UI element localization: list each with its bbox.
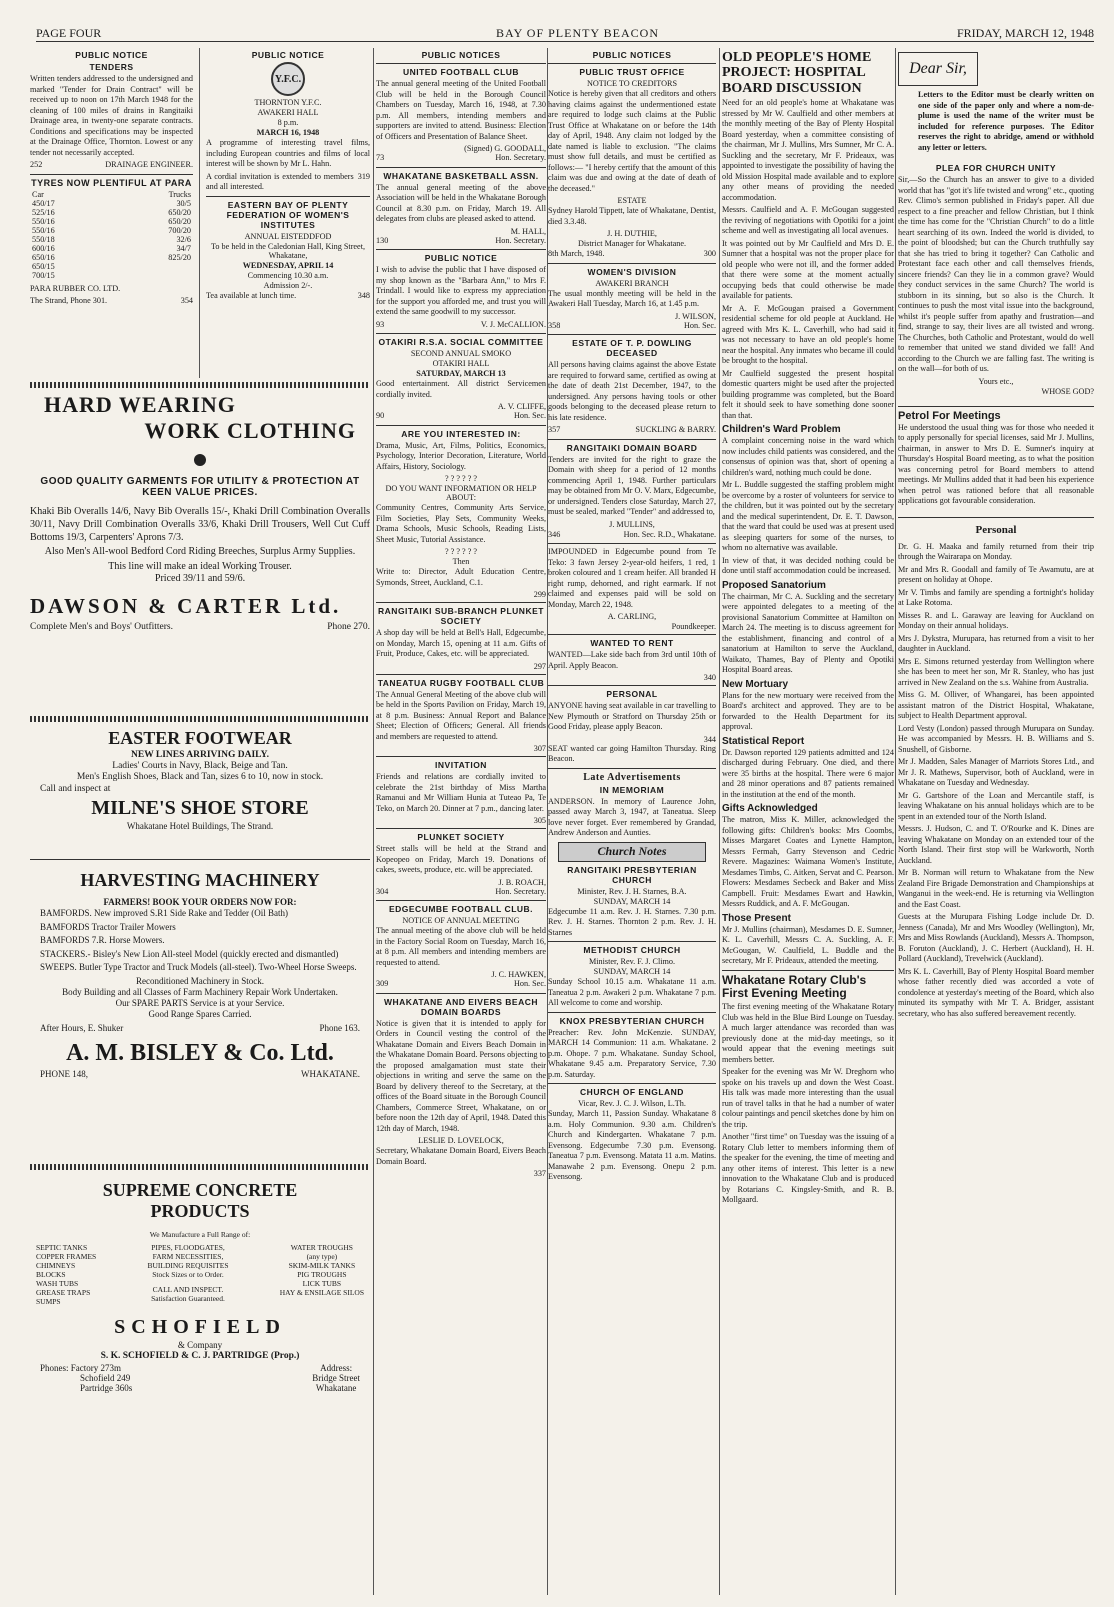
concrete-title: PRODUCTS <box>150 1201 250 1221</box>
church-date: SUNDAY, MARCH 14 <box>593 896 671 906</box>
eisteddfod-body: To be held in the Caledonian Hall, King Street, Whakatane, <box>210 241 366 260</box>
ad-number: 348 <box>357 290 370 300</box>
notice-title: WANTED TO RENT <box>590 638 674 648</box>
notice-title: PERSONAL <box>606 689 658 699</box>
notice-heading: PUBLIC NOTICE <box>251 50 325 60</box>
editor-note: Letters to the Editor must be clearly written on one side of the paper only and where a nom-de-plume is used the name of the writer must be included for reference purposes. The Editor reserves the right to abridge, amend or withhold any letter or letters. <box>918 90 1094 152</box>
harvest-town: WHAKATANE. <box>300 1069 360 1080</box>
clothing-title: WORK CLOTHING <box>144 418 356 443</box>
hall-name: AWAKERI HALL <box>257 108 319 117</box>
article-subhead: Children's Ward Problem <box>722 424 841 436</box>
footwear-title: EASTER FOOTWEAR <box>108 728 292 748</box>
church-title: KNOX PRESBYTERIAN CHURCH <box>559 1015 705 1026</box>
event-date: MARCH 16, 1948 <box>256 128 320 137</box>
product-item: (any type) <box>306 1252 338 1261</box>
product-item: SKIM-MILK TANKS <box>288 1261 356 1270</box>
harvest-line: Our SPARE PARTS Service is at your Service. <box>115 997 285 1008</box>
ad-number: 93 <box>376 319 385 329</box>
club-name: THORNTON Y.F.C. <box>254 98 322 107</box>
notice-sign: Secretary, Whakatane Domain Board, Eivers Beach Domain Board. <box>376 1146 546 1166</box>
paper-title: BAY OF PLENTY BEACON <box>496 26 660 40</box>
notice-marks: ? ? ? ? ? ? <box>444 474 478 483</box>
product-item: PIPES, FLOODGATES, <box>151 1243 225 1252</box>
article-paragraph: Speaker for the evening was Mr W. Dreghorn who spoke on his travels up and down the West Coast. His talk was made more interesting than the usual run of travel talks in that he had a number of water colour paintings and pencil sketches done by him on the trip. <box>722 1067 894 1129</box>
tyre-size: 600/16 <box>32 243 55 253</box>
notice-title: Late Advertisements <box>583 771 681 783</box>
article-paragraph: The matron, Miss K. Miller, acknowledged the following gifts: Children's books: Mrs Coombs, Misses Margaret Coates and Lynette Hampton, Messrs Fermah, Garry Stevenson and Cedric Revere. Magazines: Waimana Women's Institute, Mesdames Timbs, C. Aitken, Servat and C. Pearson. Flowers: Mesdames Secbeck and Baker and Miss Campbell. Fruit: Mesdames Ewart and Hawkin, Messrs Ruddick, and A. F. McGougan. <box>722 815 894 909</box>
footwear-address: Whakatane Hotel Buildings, The Strand. <box>126 821 274 832</box>
tyre-size: 650/15 <box>32 261 55 271</box>
tyres-table <box>30 190 193 280</box>
thornton-body: A programme of interesting travel films, including European countries and films of local interest will be shown by Mr L. Hahn. <box>206 138 370 168</box>
concrete-title: SUPREME CONCRETE <box>102 1180 298 1200</box>
clothing-ad <box>30 392 370 712</box>
personal-item: Mr and Mrs R. Goodall and family of Te Awamutu, are at present on holiday at Ohope. <box>898 564 1094 584</box>
notice-sign: Hon. Sec. <box>513 979 546 988</box>
eisteddfod-sub: ANNUAL EISTEDDFOD <box>244 231 332 241</box>
tyre-size: 34/7 <box>176 243 192 253</box>
tyre-size: 525/16 <box>32 207 55 217</box>
notice-sign: Hon. Secretary. <box>495 235 546 245</box>
eisteddfod-line: Admission 2/-. <box>263 280 313 290</box>
notice-title: OTAKIRI R.S.A. SOCIAL COMMITTEE <box>378 337 544 347</box>
notice-sub: AWAKERI BRANCH <box>595 278 669 288</box>
notice-title: RANGITAIKI SUB-BRANCH PLUNKET SOCIETY <box>378 606 544 626</box>
article-paragraph: A complaint concerning noise in the ward which now includes child patients was considered, and the consensus of opinion was that, short of opening a children's ward, nothing much could be done. <box>722 436 894 477</box>
notice-sign: Hon. Sec. R.D., Whakatane. <box>623 529 716 539</box>
personal-item: Guests at the Murupara Fishing Lodge include Dr. D. Jenness (Canada), Mr and Mrs Woodley (Wellington), Mr, Mrs and Miss Rowlands (Auckland), Messrs A. Thompson, B. Foruton (Auckland), J. C. Herbert (Auckland), H. H. Pollard (Auckland), Trevelwick (Auckland). <box>898 912 1094 963</box>
harvest-item: BAMFORDS. New improved S.R1 Side Rake and Tedder (Oil Bath) <box>40 908 288 918</box>
harvest-ad <box>30 870 370 1160</box>
concrete-address: Whakatane <box>315 1383 357 1393</box>
article-paragraph: Plans for the new mortuary were received from the Board's architect and approved. They are to be forwarded to the Health Department for its approval. <box>722 690 894 732</box>
notice-body: Write to: Director, Adult Education Centre, Symonds, Street, Auckland, C.1. <box>376 567 546 587</box>
harvest-phone: Phone 163. <box>319 1022 360 1033</box>
clothing-text: Also Men's All-wool Bedford Cord Riding Breeches, Surplus Army Supplies. <box>44 546 356 558</box>
notice-body: Community Centres, Community Arts Service, Film Societies, Play Sets, Community Weeks, Drama Schools, Music Schools, Reading Lists, Sheet Music, Tutorial Assistance. <box>376 503 546 544</box>
notice-body: The annual general meeting of the United Football Club will be held in the Borough Council Chambers on Tuesday, March 16, 1948, at 7.30 p.m. All members, intending members and supporters are invited to attend. Business: Election of Officers and Presentation of Balance Sheet. <box>376 79 546 141</box>
church-body: Sunday School 10.15 a.m. Whakatane 11 a.m. Taneatua 2 p.m. Awakeri 2 p.m. Whakatane 7 p.m. All welcome to come and worship. <box>548 977 716 1007</box>
notice-sign: A. CARLING, <box>607 612 657 621</box>
divider <box>30 716 370 722</box>
notice-title: PUBLIC TRUST OFFICE <box>579 67 685 77</box>
notice-date: SATURDAY, MARCH 13 <box>416 369 506 378</box>
eisteddfod-date: WEDNESDAY, APRIL 14 <box>242 260 334 270</box>
col-header: Trucks <box>168 189 192 199</box>
notice-heading: PUBLIC NOTICE <box>75 50 148 60</box>
harvest-brand: A. M. BISLEY & Co. Ltd. <box>66 1040 334 1067</box>
harvest-after: After Hours, E. Shuker <box>40 1022 124 1033</box>
article-paragraph: Mr A. F. McGougan praised a Government residential scheme for old people at Auckland. He agreed with Mrs K. L. Caverhill, who had said it was not necessary to have an old people's home near the hospital. Any inmates who became ill could be brought to the hospital. <box>722 303 894 366</box>
article-paragraph: Another "first time" on Tuesday was the issuing of a Rotary Club letter to members informing them of the speaker for the evening, the time of meeting and any other items of interest. This letter is a new innovation to the Whakatane Club and is produced by Rotarians C. Kingsley-Smith, and R. B. Mollgaard. <box>722 1132 894 1205</box>
article-subhead: Petrol For Meetings <box>898 409 1001 422</box>
ad-number: 297 <box>533 661 546 671</box>
notice-body: The Annual General Meeting of the above club will be held in the Sports Pavilion on Friday, March 19, at 8 p.m. Business: Annual Report and Balance Sheet; Election of Officers; General. All friends and members are requested to attend. <box>376 689 546 741</box>
ad-number: 354 <box>180 296 194 305</box>
notice-body: I wish to advise the public that I have disposed of my shop known as the "Barbara Ann," to Mrs F. Trindall. I would like to express my appreciation for the support you afforded me, and trust you will extend the same goodwill to my successor. <box>376 265 546 316</box>
harvest-line: Reconditioned Machinery in Stock. <box>136 975 264 986</box>
harvest-title: HARVESTING MACHINERY <box>80 870 320 890</box>
banner-text: Dear Sir, <box>909 60 967 77</box>
eisteddfod-line: Commencing 10.30 a.m. <box>247 270 329 280</box>
tenders-sign: DRAINAGE ENGINEER. <box>105 160 194 169</box>
tyre-size: 700/20 <box>168 225 192 235</box>
concrete-brand: SCHOFIELD <box>114 1316 286 1338</box>
page-number: PAGE FOUR <box>36 26 102 40</box>
ad-number: 344 <box>703 734 716 744</box>
personal-item: Misses R. and L. Garaway are leaving for Auckland on Monday on their annual holidays. <box>898 610 1094 630</box>
notice-sign: V. J. McCALLION. <box>480 319 546 329</box>
article-paragraph: The first evening meeting of the Whakatane Rotary Club was held in the Blue Bird Lounge on Tuesday. A much larger attendance was recorded than was previously done at the mid-day meetings, so it would appear that the evening meetings suit members better. <box>722 1002 894 1064</box>
notice-body: Tenders are invited for the right to graze the Domain with sheep for a period of 12 months commencing April 1, 1948. Further particulars may be obtained from Mr O. V. Marx, Edgecumbe, or undersigned. Tenders close Saturday, March 27, must be sealed, marked "Tender" and addressed to, <box>548 454 716 516</box>
clothing-title: HARD WEARING <box>44 392 236 417</box>
notice-title: ARE YOU INTERESTED IN: <box>401 428 521 439</box>
product-item: Stock Sizes or to Order. <box>152 1270 224 1279</box>
column-rule <box>719 48 720 1595</box>
ad-number: 340 <box>703 673 716 682</box>
personal-item: Messrs. J. Hudson, C. and T. O'Rourke and K. Dines are leaving Whakatane on Monday on an extended tour of the North Island. Their first stop will be Warkworth, North Auckland. <box>898 824 1094 865</box>
footwear-text: Ladies' Courts in Navy, Black, Beige and Tan. <box>112 761 288 771</box>
article-paragraph: Mr Caulfield suggested the present hospital domestic quarters might be used after the projected building programme was completed, but the Board felt it should seek to have something done sooner than that. <box>722 368 894 420</box>
ad-number: 252 <box>30 160 43 169</box>
tyre-size: 650/20 <box>168 207 192 217</box>
tyre-size: 550/18 <box>32 234 55 244</box>
product-item: WATER TROUGHS <box>290 1243 353 1252</box>
ad-number: 73 <box>376 153 385 162</box>
tenders-notice <box>30 48 193 378</box>
notice-title: WHAKATANE BASKETBALL ASSN. <box>383 170 539 181</box>
church-minister: Vicar, Rev. J. C. J. Wilson, L.Th. <box>578 1099 686 1108</box>
eisteddfod-line: Tea available at lunch time. <box>206 290 297 300</box>
personal-heading: Personal <box>975 523 1017 536</box>
ad-number: 346 <box>548 529 561 539</box>
clothing-text: Khaki Bib Overalls 14/6, Navy Bib Overalls 15/-, Khaki Drill Combination Overalls 30/11, Navy Drill Combination Overalls 33/6, Khaki Drill Trousers, Well Cut Cuff Bottoms 19/3, Carpenters' Aprons 7/3. <box>30 506 370 543</box>
tyre-size: 32/6 <box>176 234 192 244</box>
church-minister: Minister, Rev. F. J. Climo. <box>588 957 676 966</box>
eisteddfod-title: EASTERN BAY OF PLENTY FEDERATION OF WOMEN'S INSTITUTES <box>226 199 350 230</box>
personal-item: Miss G. M. Olliver, of Whangarei, has been appointed assistant matron of the District Hospital, Whakatane, subject to Health Department approval. <box>898 690 1094 720</box>
harvest-sub: FARMERS! BOOK YOUR ORDERS NOW FOR: <box>103 897 297 907</box>
notice-title: WHAKATANE AND EIVERS BEACH DOMAIN BOARDS <box>383 996 539 1017</box>
harvest-phone: PHONE 148, <box>40 1069 89 1080</box>
church-title: CHURCH OF ENGLAND <box>580 1087 684 1097</box>
concrete-phone: Schofield 249 <box>80 1373 131 1383</box>
tyre-size: 650/20 <box>168 216 192 226</box>
divider <box>30 382 370 388</box>
product-item: SEPTIC TANKS <box>36 1243 88 1252</box>
notice-body: The annual general meeting of the above Association will be held in the Whakatane Borough Council at 8.30 p.m. on Friday, March 19. All delegates from clubs are pleased asked to attend. <box>376 182 546 223</box>
tyres-footer: PARA RUBBER CO. LTD. <box>30 283 121 293</box>
tyre-size: 450/17 <box>32 198 55 208</box>
notice-body: Friends and relations are cordially invited to celebrate the 21st birthday of Miss Martha Ramanui and Mr William Hunia at Tuteao Pa, Te Teko, on March 20. Dinner at 7 p.m., dancing later. <box>376 772 546 813</box>
notice-sign: J. MULLINS, <box>609 519 655 529</box>
concrete-co: & Company <box>177 1340 223 1350</box>
notice-title: WOMEN'S DIVISION <box>587 266 677 277</box>
product-item: SUMPS <box>36 1297 61 1306</box>
masthead <box>36 26 1094 42</box>
clothing-text: Priced 39/11 and 59/6. <box>154 573 246 585</box>
notice-body: The annual meeting of the above club will be held in the Factory Social Room on Tuesday, March 16, at 8 p.m. All members and intending members are requested to attend. <box>376 926 546 967</box>
concrete-address: Bridge Street <box>312 1373 360 1383</box>
church-date: SUNDAY, MARCH 14 <box>593 967 671 976</box>
product-item: WASH TUBS <box>36 1279 79 1288</box>
product-item: FARM NECESSITIES, <box>152 1252 224 1261</box>
harvest-item: BAMFORDS 7.R. Horse Mowers. <box>40 935 165 946</box>
ad-number: 337 <box>533 1169 546 1178</box>
church-title: RANGITAIKI PRESBYTERIAN CHURCH <box>567 864 697 885</box>
article-headline: OLD PEOPLE'S HOME PROJECT: HOSPITAL BOARD DISCUSSION <box>722 50 872 96</box>
ad-number: 300 <box>703 249 716 258</box>
notice-sign: Hon. Secretary. <box>495 886 546 896</box>
notice-title: IN MEMORIAM <box>599 784 665 795</box>
personal-item: Mrs J. Dykstra, Murupara, has returned from a visit to her daughter in Auckland. <box>898 633 1094 653</box>
article-paragraph: Dr. Dawson reported 129 patients admitted and 124 discharged during February. One died, and there were 35 births at the hospital. There were 6 major and 28 minor operations and 87 patients remained in the institution at the end of the month. <box>722 747 894 799</box>
clothing-sub: GOOD QUALITY GARMENTS FOR UTILITY & PROTECTION AT KEEN VALUE PRICES. <box>40 476 360 498</box>
clothing-tag: Complete Men's and Boys' Outfitters. <box>30 622 174 633</box>
notices-column-2 <box>548 48 716 1595</box>
notice-title: PLUNKET SOCIETY <box>417 832 505 842</box>
notice-sign: A. V. CLIFFE, <box>497 402 546 411</box>
personal-item: Mrs E. Simons returned yesterday from Wellington where she has been to meet her son, Mr R. Stanley, who has just arrived in New Zealand on the s.s. Wahine from Australia. <box>898 656 1094 687</box>
ad-number: 358 <box>548 320 561 330</box>
product-item: Satisfaction Guaranteed. <box>151 1294 225 1303</box>
section-heading: PUBLIC NOTICES <box>592 50 672 60</box>
footwear-brand: MILNE'S SHOE STORE <box>91 797 309 820</box>
notice-body: Good entertainment. All district Servicemen cordially invited. <box>376 379 546 399</box>
tyre-size: 30/5 <box>176 198 192 208</box>
divider <box>30 1164 370 1170</box>
tyre-size: 825/20 <box>168 252 192 262</box>
notice-sign: J. C. HAWKEN, <box>491 970 546 979</box>
news-column <box>722 48 894 1595</box>
harvest-item: STACKERS.- Bisley's New Lion All-steel Model (quickly erected and dismantled) <box>40 948 339 959</box>
harvest-line: Good Range Spares Carried. <box>148 1008 252 1019</box>
personal-item: Mr B. Norman will return to Whakatane from the New Zealand Fire Brigade Demonstration and Championships at Wanganui in the week-end. He is returning via Wellington and the East Coast. <box>898 868 1094 909</box>
tyre-size: 550/16 <box>32 216 55 226</box>
article-subhead: Those Present <box>722 912 791 924</box>
notice-sign: District Manager for Whakatane. <box>577 239 687 248</box>
tyre-size: 550/16 <box>32 225 55 235</box>
article-paragraph: He understood the usual thing was for those who needed it to apply personally for special licenses, said Mr J. Mullins, chairman, in answer to Mrs D. E. Sumner's inquiry at Thursday's Hospital Board meeting, as to what the position was concerning petrol for Board members to attend meetings. Mr Mullins added that it had been his experience when petrol was rationed before that all reasonable applications got favourable consideration. <box>898 422 1094 505</box>
notices-column-1 <box>376 48 546 1595</box>
article-subhead: New Mortuary <box>722 678 789 690</box>
tyres-address: The Strand, Phone 301. <box>30 296 108 305</box>
letters-column <box>898 48 1094 1595</box>
footwear-text: Men's English Shoes, Black and Tan, sizes 6 to 10, now in stock. <box>76 772 324 782</box>
ad-number: 305 <box>533 816 546 825</box>
advert-column <box>30 48 370 1595</box>
ad-number: 309 <box>376 979 389 988</box>
notice-sign: J. B. ROACH, <box>498 877 546 887</box>
notice-sign: Poundkeeper. <box>671 622 716 631</box>
article-paragraph: In view of that, it was decided nothing could be done until staff accommodation could be increased. <box>722 555 894 576</box>
clothing-phone: Phone 270. <box>327 622 370 633</box>
notice-sub: OTAKIRI HALL <box>432 359 490 368</box>
logo-text: Y.F.C. <box>274 73 302 85</box>
ad-number: 307 <box>533 744 546 753</box>
church-body: Sunday, March 11, Passion Sunday. Whakatane 8 a.m. Holy Communion. 9.30 a.m. Children's Church and Kindergarten. Whakatane 7 p.m. Evensong. Edgecumbe 7.30 p.m. Evensong. Taneatua 7 p.m. Evensong. Matata 11 a.m. Matins. Manawahe 2 p.m. Evensong. Onepu 2 p.m. Evensong. <box>548 1109 716 1181</box>
yfc-logo-icon <box>271 62 305 96</box>
footwear-text: Call and inspect at <box>40 784 111 794</box>
church-notes-banner <box>558 842 706 862</box>
notice-body: ANYONE having seat available in car travelling to New Plymouth or Stratford on Thursday 25th or Good Friday, please apply Beacon. <box>548 701 716 731</box>
bullet-icon <box>194 454 206 466</box>
event-time: 8 p.m. <box>277 118 299 127</box>
notice-body: All persons having claims against the above Estate are required to forward same, certified as owing at the date of death 21st December, 1947, to the undersigned. Any persons having tools or other goods belonging to the deceased please return to his late residence. <box>548 360 716 422</box>
tenders-body: Written tenders addressed to the undersigned and marked "Tender for Drain Contract" will be received up to noon on 17th March 1948 for the cleaning of 100 miles of drains in Rangitaiki Drainage area, in twenty-one separate contracts. Conditions and specifications may be inspected at the Drainage Office, Thornton. Lowest or any tender not necessarily accepted. <box>30 74 194 157</box>
notice-body: Drama, Music, Art, Films, Politics, Economics, Psychology, Interior Decoration, Literature, World Affairs, History, Sociology. <box>376 440 546 471</box>
letter-title: PLEA FOR CHURCH UNITY <box>935 163 1057 173</box>
harvest-line: Body Building and all Classes of Farm Machinery Repair Work Undertaken. <box>62 986 338 997</box>
concrete-props: S. K. SCHOFIELD & C. J. PARTRIDGE (Prop.) <box>100 1351 300 1361</box>
product-item: BLOCKS <box>36 1270 66 1279</box>
letter-body: Sir,—So the Church has an answer to give to a divided world that has "got it's life twisted and wrong" etc., quoting Rev. Climo's sermon published in Friday's paper. All due respect to a fine preacher and fellow Christian, but I think the time has come for the "Christian Church" to do a little heart searching of its own. Indeed the world is divided, to the point of bloodshed; but can the Church truthfully say that she has tried to bring it together? Can Catholic and Protestant face each other and call themselves friends, sincere friends? Can they lie in a common grave? Would they conduct services in the same Church? The world is stubborn in its sinning, but so also is the Church. It continues to push the most vital issue into the background, whilst it's people suffer from apathy and frustration—and find, strange to say, their lives are all twisted and wrong. The Churches, both Catholic and Protestant, would do well to remember that united we stand divided we fall! And according to the Church we are falling fast. The writing is on the wall—for both of us. <box>898 175 1094 373</box>
thornton-invite: A cordial invitation is extended to members and all interested. <box>206 171 354 191</box>
notice-sign: Hon. Sec. <box>513 411 546 420</box>
notice-title: ESTATE OF T. P. DOWLING DECEASED <box>572 338 692 358</box>
personal-item: Mrs K. L. Caverhill, Bay of Plenty Hospital Board member whose father recently died was accorded a vote of condolence at yesterday's meeting of the Board, which also minuted its sympathy with Mr T. A. Bridger, assistant secretary, who has also suffered bereavement recently. <box>898 966 1094 1018</box>
ad-number: 357 <box>548 425 561 434</box>
article-subhead: Gifts Acknowledged <box>722 803 818 815</box>
article-paragraph: Mr L. Buddle suggested the staffing problem might be overcome by a roster of volunteers for service to the children, but it was pointed out by the secretary and the medical superintendent, Dr. E. T. Dawson, that the ward that could be used was at present used as sleeping quarters for some of the nurses, to whom no alternative was available. <box>722 480 894 553</box>
church-title: METHODIST CHURCH <box>583 945 681 955</box>
notice-body: Then <box>452 557 470 566</box>
personal-item: Dr. G. H. Maaka and family returned from their trip through the Wairarapa on Monday. <box>898 541 1094 561</box>
letter-sign: WHOSE GOD? <box>1041 386 1094 396</box>
church-body: Edgecumbe 11 a.m. Rev. J. H. Starnes. 7.30 p.m. Rev. J. H. Starnes. Thornton 2 p.m. Rev. J. H. Starnes <box>548 906 716 937</box>
product-item: HAY & ENSILAGE SILOS <box>279 1288 364 1297</box>
clothing-brand: DAWSON & CARTER Ltd. <box>30 594 342 619</box>
notice-sign: J. H. DUTHIE, <box>607 229 657 238</box>
col-header: Car <box>32 189 44 199</box>
footwear-ad <box>30 728 370 856</box>
product-item: BUILDING REQUISITES <box>147 1261 229 1270</box>
notice-title: EDGECUMBE FOOTBALL CLUB. <box>388 904 534 914</box>
personal-item: Mr J. Madden, Sales Manager of Marriots Stores Ltd., and Mr J. R. Mathews, Supervisor, both of Auckland, were in Whakatane on Tuesday and Wednesday. <box>898 757 1094 787</box>
concrete-phone: Phones: Factory 273m <box>40 1363 121 1373</box>
notice-title: PUBLIC NOTICE <box>424 253 498 263</box>
product-item: CALL AND INSPECT. <box>152 1285 224 1294</box>
article-paragraph: Need for an old people's home at Whakatane was stressed by Mr W. Caulfield and other members at the monthly meeting of the Bay of Plenty Hospital Board yesterday, when a committee consisting of the chairman, Mr J. Mullins, Mrs Sumner, Mr C. A. Suckling and the secretary, Mr F. Prideaux, was appointed to investigate the possibility of having the old Mission Hospital made available and to explore any other means of providing the needed accommodation. <box>722 98 894 202</box>
notice-date: 8th March, 1948. <box>548 249 605 258</box>
notice-sign: Hon. Sec. <box>683 320 716 330</box>
notice-body: The usual monthly meeting will be held in the Awakeri Hall Tuesday, March 16, at 1.45 p.m. <box>548 288 716 308</box>
tenders-title: TENDERS <box>89 62 134 72</box>
clothing-text: This line will make an ideal Working Trouser. <box>108 561 292 573</box>
notice-body: IMPOUNDED in Edgecumbe pound from Te Teko: 3 fawn Jersey 2-year-old heifers, 1 red, 1 broken coloured and 1 cream heifer. All branded H right rump, dehorned, and right earmark. If not claimed and expenses paid will be sold on Monday, March 22, 1948. <box>548 547 716 609</box>
notice-title: RANGITAIKI DOMAIN BOARD <box>566 442 698 453</box>
notice-body: Street stalls will be held at the Strand and Kopeopeo on Friday, March 19. Donations of cakes, sweets, produce, etc. will be appreciated. <box>376 844 546 874</box>
ad-number: 319 <box>357 171 370 181</box>
notice-marks: ? ? ? ? ? ? <box>444 547 478 556</box>
article-paragraph: Mr J. Mullins (chairman), Mesdames D. E. Sumner, K. L. Caverhill, Messrs C. A. Suckling, A. F. McGougan, W. Caulfield, L. Buddle and the secretary, Mr F. Prideaux, attended the meeting. <box>722 924 894 966</box>
article-headline: Whakatane Rotary Club's First Evening Meeting <box>722 972 867 1000</box>
personal-item: Mr G. Gartshore of the Loan and Mercantile staff, is leaving Whakatane on his annual holidays which are to be spent in an extended tour of the North Island. <box>898 790 1094 821</box>
notice-body: Notice is given that it is intended to apply for Orders in Council vesting the control of the Whakatane Domain and Eivers Beach Domain in the Whakatane Domain Board. Persons objecting to the proposed amalgamation must state their objections in writing and serve the same on the Board by delivery thereof to the Secretary, at the offices of the Board situate in the Borough Council Chambers, Commerce Street, Whakatane, on or before noon the 12th day of April, 1948. Dated this 12th day of March, 1948. <box>376 1018 546 1133</box>
notice-body: SEAT wanted car going Hamilton Thursday. Ring Beacon. <box>548 743 716 763</box>
product-item: CHIMNEYS <box>36 1261 76 1270</box>
issue-date: FRIDAY, MARCH 12, 1948 <box>956 26 1094 40</box>
notice-sub: NOTICE TO CREDITORS <box>586 79 678 88</box>
article-paragraph: It was pointed out by Mr Caulfield and Mrs D. E. Sumner that a hospital was not the proper place for old people who were not ill, and the former added that there were some at the moment actually occupying beds that could otherwise be made available for patients. <box>722 238 894 301</box>
column-rule <box>895 48 896 1595</box>
notice-title: UNITED FOOTBALL CLUB <box>402 67 520 77</box>
ad-number: 304 <box>376 886 389 896</box>
notice-sign: M. HALL, <box>510 226 546 236</box>
notice-sub: NOTICE OF ANNUAL MEETING <box>402 916 520 925</box>
notice-body: A shop day will be held at Bell's Hall, Edgecumbe, on Monday, March 15, opening at 11 a.m. Gifts of Fruit, Produce, Cakes, etc. will be appreciated. <box>376 628 546 658</box>
tyre-size: 700/15 <box>32 270 55 280</box>
personal-item: Mr V. Timbs and family are spending a fortnight's holiday at Lake Rotoma. <box>898 587 1094 607</box>
notice-body: DO YOU WANT INFORMATION OR HELP ABOUT: <box>385 484 537 502</box>
article-paragraph: Messrs. Caulfield and A. F. McGougan suggested the reviving of negotiations with Opotiki for a joint scheme and well as investigating all local avenues. <box>722 205 894 236</box>
banner-text: Church Notes <box>597 844 667 858</box>
church-body: Preacher: Rev. John McKenzie. SUNDAY, MARCH 14 Communion: 11 a.m. Whakatane. 2 p.m. Ohope. 7 p.m. Whakatane. Sunday School, Whakatane 9.45 a.m. Preparatory Service, 7.30 p.m. Saturday. <box>548 1027 716 1079</box>
dear-sir-banner <box>898 52 978 86</box>
notice-body: Sydney Harold Tippett, late of Whakatane, Dentist, died 3.3.48. <box>548 206 716 226</box>
notice-sign: (Signed) G. GOODALL, <box>464 144 546 153</box>
ad-number: 299 <box>533 590 546 599</box>
notice-sub: ESTATE <box>617 196 647 205</box>
notice-body: WANTED—Lake side bach from 3rd until 10th of April. Apply Beacon. <box>548 650 716 670</box>
harvest-item: BAMFORDS Tractor Trailer Mowers <box>40 921 176 932</box>
thornton-notice <box>206 48 370 378</box>
product-item: LICK TUBS <box>302 1279 342 1288</box>
notice-sign: Hon. Secretary. <box>495 153 546 162</box>
article-subhead: Statistical Report <box>722 735 805 747</box>
concrete-ad <box>30 1180 370 1450</box>
ad-number: 130 <box>376 235 389 245</box>
notice-sign: SUCKLING & BARRY. <box>635 425 716 434</box>
notice-sign: J. WILSON, <box>674 311 716 321</box>
notice-body: Notice is hereby given that all creditors and others having claims against the undermentioned estate are required to lodge such claims at the Public Trust Office at Whakatane on or before the 14th day of April, 1948. Any claim not lodged by the date named is liable to exclusion. "The claims must show full details, and must be certified as follows:— "I hereby certify that the amount of this claim was due and owing at the date of death of the deceased." <box>548 89 716 193</box>
article-paragraph: The chairman, Mr C. A. Suckling and the secretary were appointed delegates to a meeting of the provisional Sanatorium Committee at Hamilton on March 24. The meeting is to discuss agreement for the establishment, financing and control of a sanatorium at Hamilton to serve the Auckland, Waikato, Thames, Bay of Plenty and Opotiki Hospital Board areas. <box>722 591 894 675</box>
concrete-phone: Partridge 360s <box>80 1383 133 1393</box>
letter-signoff: Yours etc., <box>978 376 1014 386</box>
personal-item: Lord Vesty (London) passed through Murupara on Sunday. He was accompanied by Messrs. H. B. Williams and S. Snushell, of Gisborne. <box>898 723 1094 754</box>
tyres-title: TYRES NOW PLENTIFUL AT PARA <box>31 177 192 188</box>
church-minister: Minister, Rev. J. H. Starnes, B.A. <box>577 886 687 896</box>
notice-title: TANEATUA RUGBY FOOTBALL CLUB <box>377 677 545 688</box>
harvest-item: SWEEPS. Butler Type Tractor and Truck Models (all-steel). Two-Wheel Horse Sweeps. <box>40 962 357 973</box>
product-item: COPPER FRAMES <box>36 1252 97 1261</box>
product-item: GREASE TRAPS <box>36 1288 91 1297</box>
article-subhead: Proposed Sanatorium <box>722 579 826 591</box>
notice-sign: LESLIE D. LOVELOCK, <box>418 1136 504 1145</box>
concrete-manu: We Manufacture a Full Range of: <box>149 1230 251 1239</box>
notice-body: ANDERSON. In memory of Laurence John, passed away March 3, 1947, at Taneatua. Sleep love never forget. Ever remembered by Grandad, Andrew Anderson and Aunties. <box>548 796 716 837</box>
ad-number: 90 <box>376 411 385 420</box>
concrete-address: Address: <box>320 1363 353 1373</box>
product-item: PIG TROUGHS <box>297 1270 347 1279</box>
column-rule <box>373 48 374 1595</box>
tyre-size: 650/16 <box>32 252 55 262</box>
section-heading: PUBLIC NOTICES <box>421 50 501 60</box>
footwear-sub: NEW LINES ARRIVING DAILY. <box>131 750 269 760</box>
notice-title: INVITATION <box>435 760 487 770</box>
notice-sub: SECOND ANNUAL SMOKO <box>410 349 512 358</box>
